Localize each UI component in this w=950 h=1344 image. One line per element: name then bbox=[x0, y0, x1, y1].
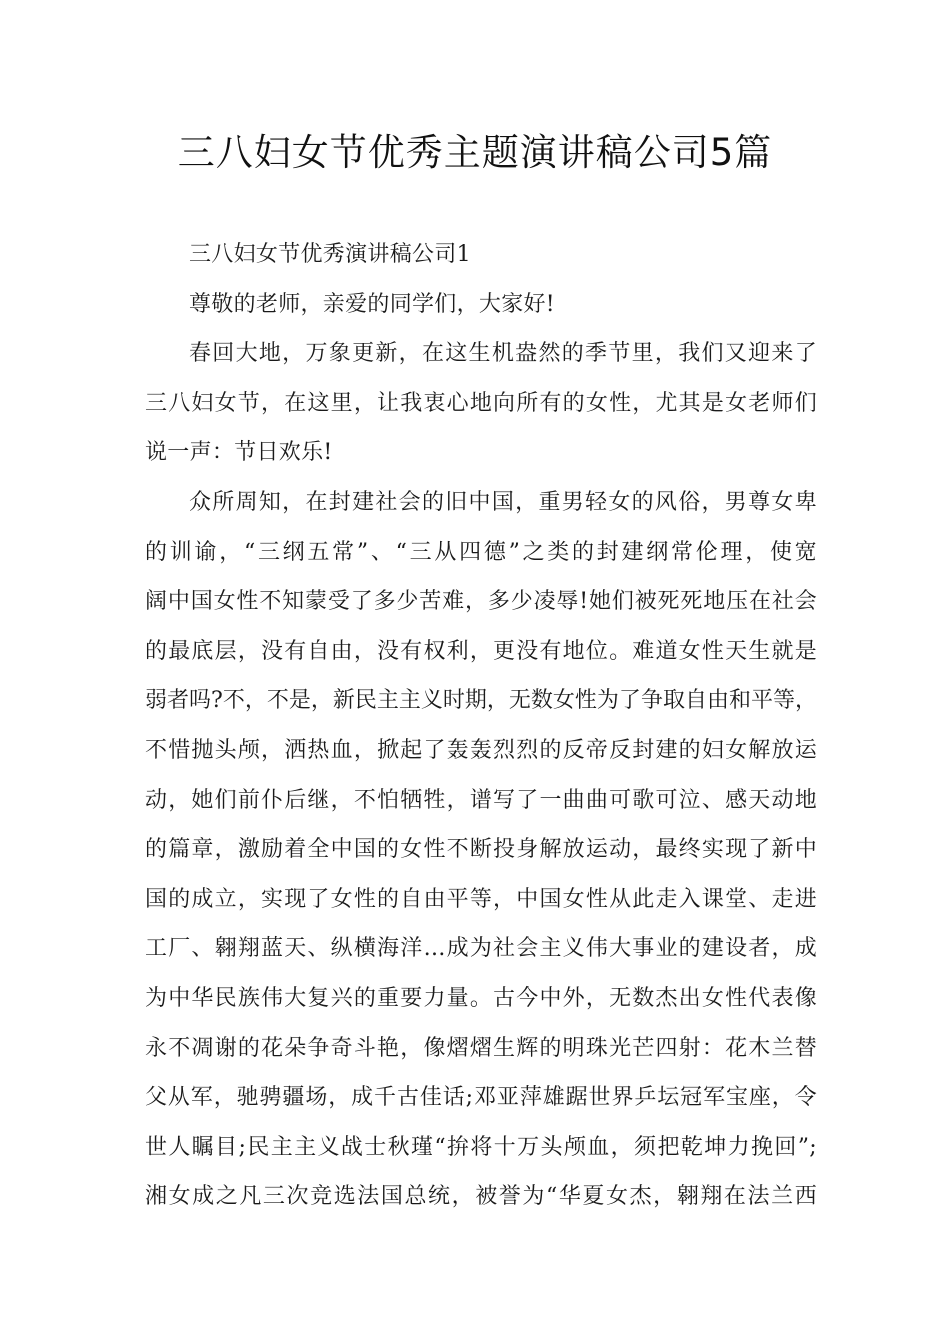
section-heading bbox=[145, 230, 817, 280]
body-paragraph bbox=[145, 329, 817, 478]
greeting-paragraph bbox=[145, 280, 817, 330]
paragraph-line: 动，她们前仆后继，不怕牺牲，谱写了一曲曲可歌可泣、感天动地 bbox=[145, 787, 817, 813]
paragraph-line: 父从军，驰骋疆场，成千古佳话;邓亚萍雄踞世界乒坛冠军宝座，令 bbox=[145, 1085, 817, 1111]
paragraph-line: 不惜抛头颅，洒热血，掀起了轰轰烈烈的反帝反封建的妇女解放运 bbox=[145, 737, 817, 763]
paragraph-line: 弱者吗?不，不是，新民主主义时期，无数女性为了争取自由和平等， bbox=[145, 688, 817, 714]
document-title: 三八妇女节优秀主题演讲稿公司5篇 bbox=[177, 131, 773, 174]
paragraph-line: 众所周知，在封建社会的旧中国，重男轻女的风俗，男尊女卑 bbox=[189, 489, 817, 515]
paragraph-line: 湘女成之凡三次竞选法国总统，被誉为“华夏女杰，翱翔在法兰西 bbox=[145, 1184, 817, 1210]
paragraph-line: 说一声：节日欢乐! bbox=[145, 440, 333, 466]
paragraph-line: 的篇章，激励着全中国的女性不断投身解放运动，最终实现了新中 bbox=[145, 837, 817, 863]
paragraph-line: 永不凋谢的花朵争奇斗艳，像熠熠生辉的明珠光芒四射：花木兰替 bbox=[145, 1035, 817, 1061]
paragraph-line: 春回大地，万象更新，在这生机盎然的季节里，我们又迎来了 bbox=[189, 341, 817, 367]
body-paragraph bbox=[145, 478, 817, 1222]
paragraph-line: 工厂、翱翔蓝天、纵横海洋…成为社会主义伟大事业的建设者，成 bbox=[145, 936, 817, 962]
paragraph-line: 阔中国女性不知蒙受了多少苦难，多少凌辱!她们被死死地压在社会 bbox=[145, 589, 817, 615]
paragraph-line: 的训谕，“三纲五常”、“三从四德”之类的封建纲常伦理，使宽 bbox=[145, 539, 817, 565]
paragraph-line: 三八妇女节优秀演讲稿公司1 bbox=[189, 242, 471, 267]
paragraph-line: 国的成立，实现了女性的自由平等，中国女性从此走入课堂、走进 bbox=[145, 886, 817, 912]
paragraph-line: 三八妇女节，在这里，让我衷心地向所有的女性，尤其是女老师们 bbox=[145, 390, 817, 416]
paragraph-line: 的最底层，没有自由，没有权利，更没有地位。难道女性天生就是 bbox=[145, 638, 817, 664]
paragraph-line: 为中华民族伟大复兴的重要力量。古今中外，无数杰出女性代表像 bbox=[145, 985, 817, 1011]
document-body bbox=[145, 230, 817, 1222]
paragraph-line: 尊敬的老师，亲爱的同学们，大家好! bbox=[189, 291, 555, 317]
paragraph-line: 世人瞩目;民主主义战士秋瑾“拚将十万头颅血，须把乾坤力挽回”; bbox=[145, 1134, 817, 1160]
